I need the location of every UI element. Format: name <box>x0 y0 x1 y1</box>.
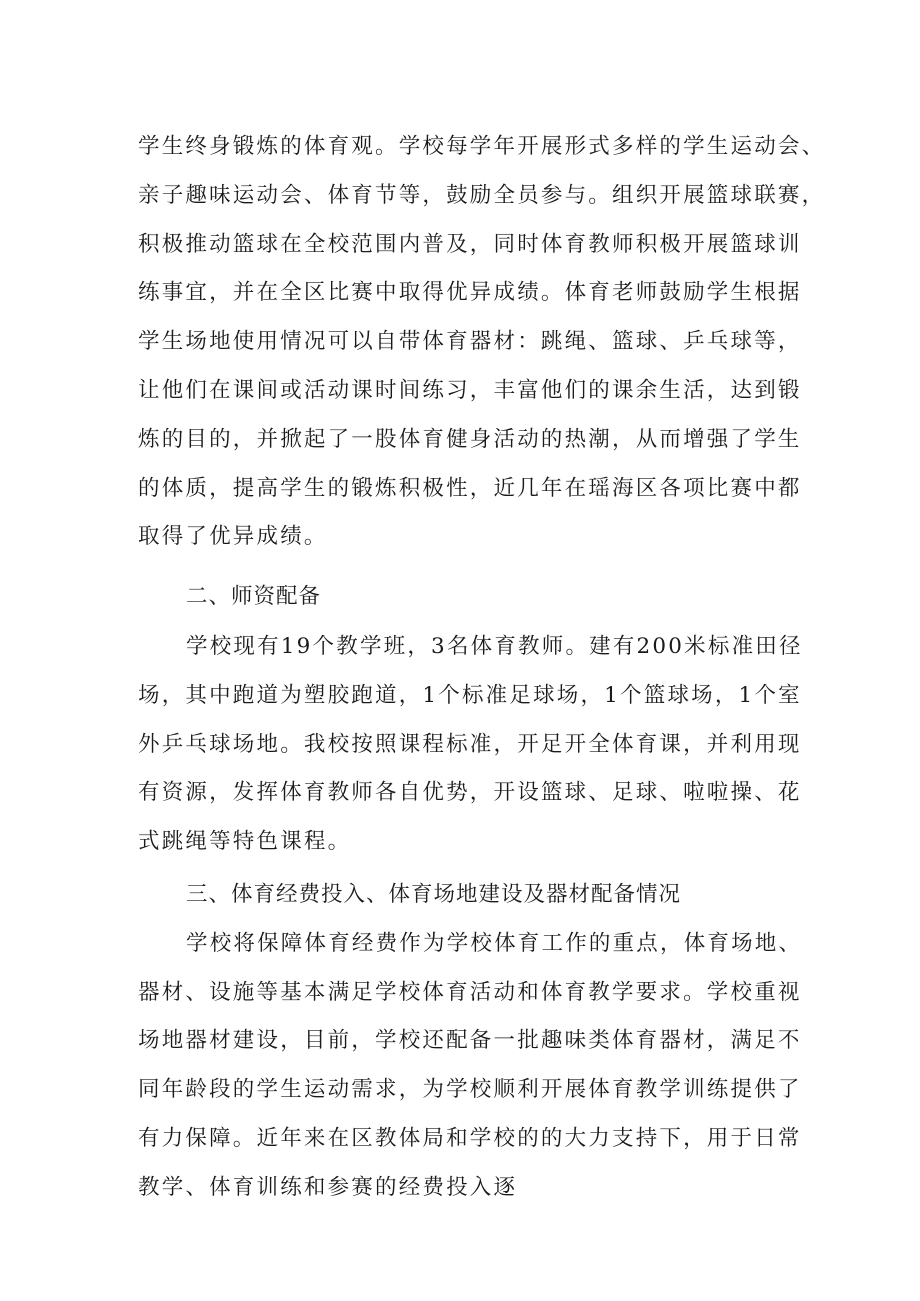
text-line: 有资源，发挥体育教师各自优势，开设篮球、足球、啦啦操、花 <box>138 780 802 806</box>
intro-paragraph <box>138 123 826 562</box>
text-line: 学校现有19个教学班，3名体育教师。建有200米标准田径 <box>186 633 803 659</box>
text-line: 场地器材建设，目前，学校还配备一批趣味类体育器材，满足不 <box>138 1028 802 1054</box>
text-line: 器材、设施等基本满足学校体育活动和体育教学要求。学校重视 <box>138 979 802 1005</box>
text-line: 取得了优异成绩。 <box>138 524 328 550</box>
text-line: 炼的目的，并掀起了一股体育健身活动的热潮，从而增强了学生 <box>138 426 802 452</box>
text-line: 式跳绳等特色课程。 <box>138 829 352 855</box>
text-line: 学校将保障体育经费作为学校体育工作的重点，体育场地、 <box>186 930 803 956</box>
text-line: 有力保障。近年来在区教体局和学校的的大力支持下，用于日常 <box>138 1125 802 1151</box>
text-line: 的体质，提高学生的锻炼积极性，近几年在瑶海区各项比赛中都 <box>138 475 802 501</box>
text-line: 学生终身锻炼的体育观。学校每学年开展形式多样的学生运动会、 <box>138 134 826 159</box>
section-heading-funding: 三、体育经费投入、体育场地建设及器材配备情况 <box>186 881 682 907</box>
text-line: 积极推动篮球在全校范围内普及，同时体育教师积极开展篮球训 <box>138 231 802 257</box>
funding-paragraph <box>138 920 803 1213</box>
teachers-paragraph <box>138 623 803 867</box>
text-line: 学生场地使用情况可以自带体育器材：跳绳、篮球、乒乓球等， <box>138 329 802 355</box>
text-line: 亲子趣味运动会、体育节等，鼓励全员参与。组织开展篮球联赛， <box>138 182 826 208</box>
text-line: 同年龄段的学生运动需求，为学校顺利开展体育教学训练提供了 <box>138 1077 802 1103</box>
text-line: 教学、体育训练和参赛的经费投入逐 <box>138 1174 518 1200</box>
text-line: 练事宜，并在全区比赛中取得优异成绩。体育老师鼓励学生根据 <box>138 280 802 306</box>
section-heading-teachers: 二、师资配备 <box>186 584 322 610</box>
text-line: 让他们在课间或活动课时间练习，丰富他们的课余生活，达到锻 <box>138 377 802 403</box>
text-line: 场，其中跑道为塑胶跑道，1个标准足球场，1个篮球场，1个室 <box>138 682 802 708</box>
document-body <box>138 123 826 1213</box>
text-line: 外乒乓球场地。我校按照课程标准，开足开全体育课，并利用现 <box>138 731 802 757</box>
